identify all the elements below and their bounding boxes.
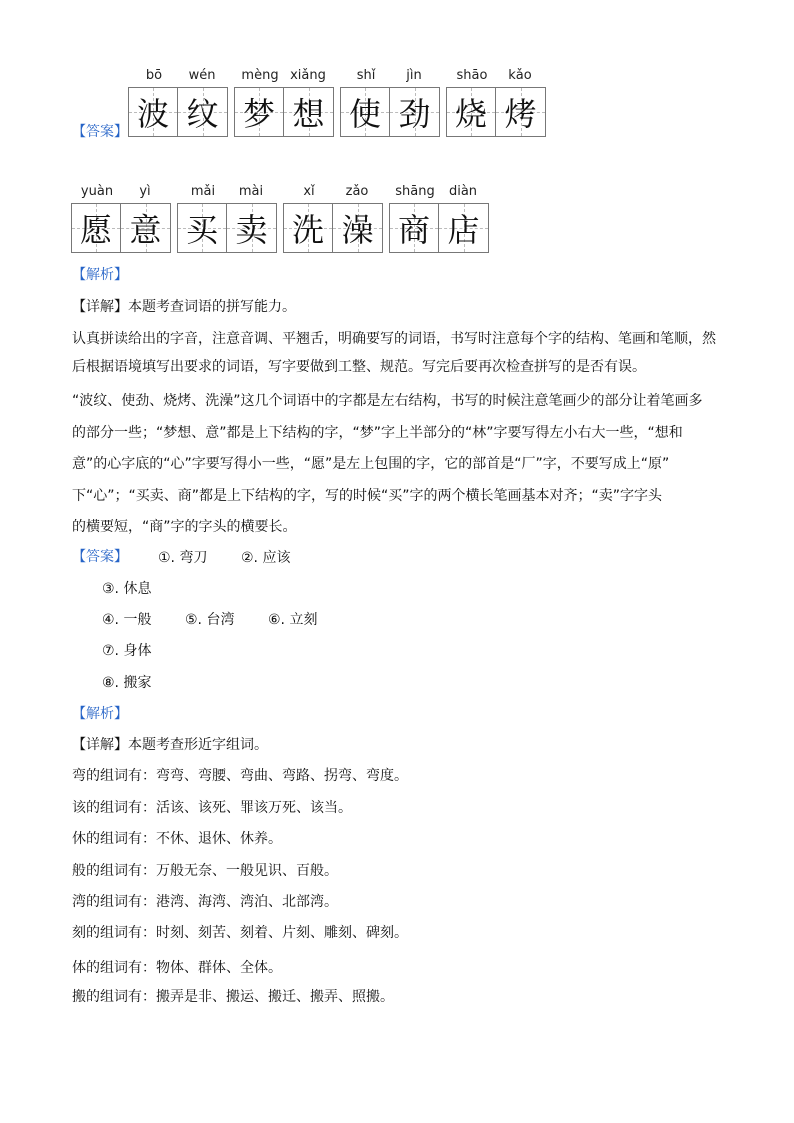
word-box xyxy=(340,87,440,137)
analysis-label: 【解析】 xyxy=(72,267,128,283)
char-cell: 烤 xyxy=(496,88,545,136)
word-list-line: 体的组词有：物体、群体、全体。 xyxy=(72,960,282,976)
paragraph-line: 的横要短，“商”字的字头的横要长。 xyxy=(72,519,297,535)
word-box xyxy=(283,203,383,253)
char-cell: 使 xyxy=(341,88,390,136)
pinyin: yuàn xyxy=(80,184,114,199)
word-list-line: 休的组词有：不休、退休、休养。 xyxy=(72,831,282,847)
char-grid-row-1 xyxy=(128,87,552,137)
detail-line xyxy=(72,296,732,316)
detail-label: 【详解】 xyxy=(72,737,128,753)
pinyin: mài xyxy=(238,184,264,199)
detail-text: 本题考查形近字组词。 xyxy=(128,737,268,753)
paragraph-line: 意”的心字底的“心”字要写得小一些，“愿”是左上包围的字，它的部首是“厂”字，不要写成上“原” xyxy=(72,456,670,472)
word-box xyxy=(234,87,334,137)
char-cell: 洗 xyxy=(284,204,333,252)
pinyin: mǎi xyxy=(190,184,216,199)
char-grid-row-2 xyxy=(71,203,495,253)
word-list-line: 刻的组词有：时刻、刻苦、刻着、片刻、雕刻、碑刻。 xyxy=(72,925,408,941)
word-list-line: 湾的组词有：港湾、海湾、湾泊、北部湾。 xyxy=(72,894,338,910)
char-cell: 烧 xyxy=(447,88,496,136)
pinyin: mèng xyxy=(241,68,279,83)
paragraph-line: 下“心”；“买卖、商”都是上下结构的字，写的时候“买”字的两个横长笔画基本对齐；“卖”字字头 xyxy=(72,488,663,504)
char-cell: 商 xyxy=(390,204,439,252)
char-cell: 梦 xyxy=(235,88,284,136)
answer-label: 【答案】 xyxy=(72,124,128,140)
answer-item: ①. 弯刀 xyxy=(158,550,208,566)
answer-item: ⑦. 身体 xyxy=(102,643,152,659)
pinyin: bō xyxy=(145,68,163,83)
pinyin: shǐ xyxy=(356,68,376,83)
pinyin: wén xyxy=(188,68,216,83)
detail-text: 本题考查词语的拼写能力。 xyxy=(128,299,296,315)
detail-label: 【详解】 xyxy=(72,299,128,315)
word-list-line: 搬的组词有：搬弄是非、搬运、搬迁、搬弄、照搬。 xyxy=(72,989,394,1005)
char-cell: 愿 xyxy=(72,204,121,252)
paragraph-line: “波纹、使劲、烧烤、洗澡”这几个词语中的字都是左右结构，书写的时候注意笔画少的部分让着笔画多 xyxy=(72,393,703,409)
pinyin: shāng xyxy=(395,184,435,199)
answer-item: ⑤. 台湾 xyxy=(185,612,235,628)
answer-item: ④. 一般 xyxy=(102,612,152,628)
char-cell: 店 xyxy=(439,204,488,252)
char-cell: 澡 xyxy=(333,204,382,252)
char-cell: 想 xyxy=(284,88,333,136)
analysis-label: 【解析】 xyxy=(72,706,128,722)
pinyin: jìn xyxy=(406,68,422,83)
pinyin: xiǎng xyxy=(290,68,326,83)
word-box xyxy=(389,203,489,253)
word-box xyxy=(128,87,228,137)
paragraph-line: 认真拼读给出的字音，注意音调、平翘舌，明确要写的词语，书写时注意每个字的结构、笔画和笔顺，然 xyxy=(72,331,716,347)
pinyin: yì xyxy=(139,184,151,199)
answer-item: ②. 应该 xyxy=(241,550,291,566)
char-cell: 买 xyxy=(178,204,227,252)
word-box xyxy=(177,203,277,253)
answer-item: ⑧. 搬家 xyxy=(102,675,152,691)
answer-label: 【答案】 xyxy=(72,549,128,565)
char-cell: 波 xyxy=(129,88,178,136)
pinyin: shāo xyxy=(456,68,488,83)
char-cell: 劲 xyxy=(390,88,439,136)
char-cell: 纹 xyxy=(178,88,227,136)
pinyin: zǎo xyxy=(345,184,369,199)
word-box xyxy=(71,203,171,253)
word-box xyxy=(446,87,546,137)
word-list-line: 般的组词有：万般无奈、一般见识、百般。 xyxy=(72,863,338,879)
char-cell: 卖 xyxy=(227,204,276,252)
char-cell: 意 xyxy=(121,204,170,252)
answer-item: ③. 休息 xyxy=(102,581,152,597)
paragraph-line: 的部分一些；“梦想、意”都是上下结构的字，“梦”字上半部分的“林”字要写得左小右大一些，“想和 xyxy=(72,425,683,441)
word-list-line: 该的组词有：活该、该死、罪该万死、该当。 xyxy=(72,800,352,816)
pinyin: kǎo xyxy=(508,68,532,83)
pinyin: diàn xyxy=(448,184,478,199)
paragraph-line: 后根据语境填写出要求的词语，写字要做到工整、规范。写完后要再次检查拼写的是否有误。 xyxy=(72,359,646,375)
word-list-line: 弯的组词有：弯弯、弯腰、弯曲、弯路、拐弯、弯度。 xyxy=(72,768,408,784)
answer-item: ⑥. 立刻 xyxy=(268,612,318,628)
detail-line xyxy=(72,734,732,754)
pinyin: xǐ xyxy=(303,184,315,199)
